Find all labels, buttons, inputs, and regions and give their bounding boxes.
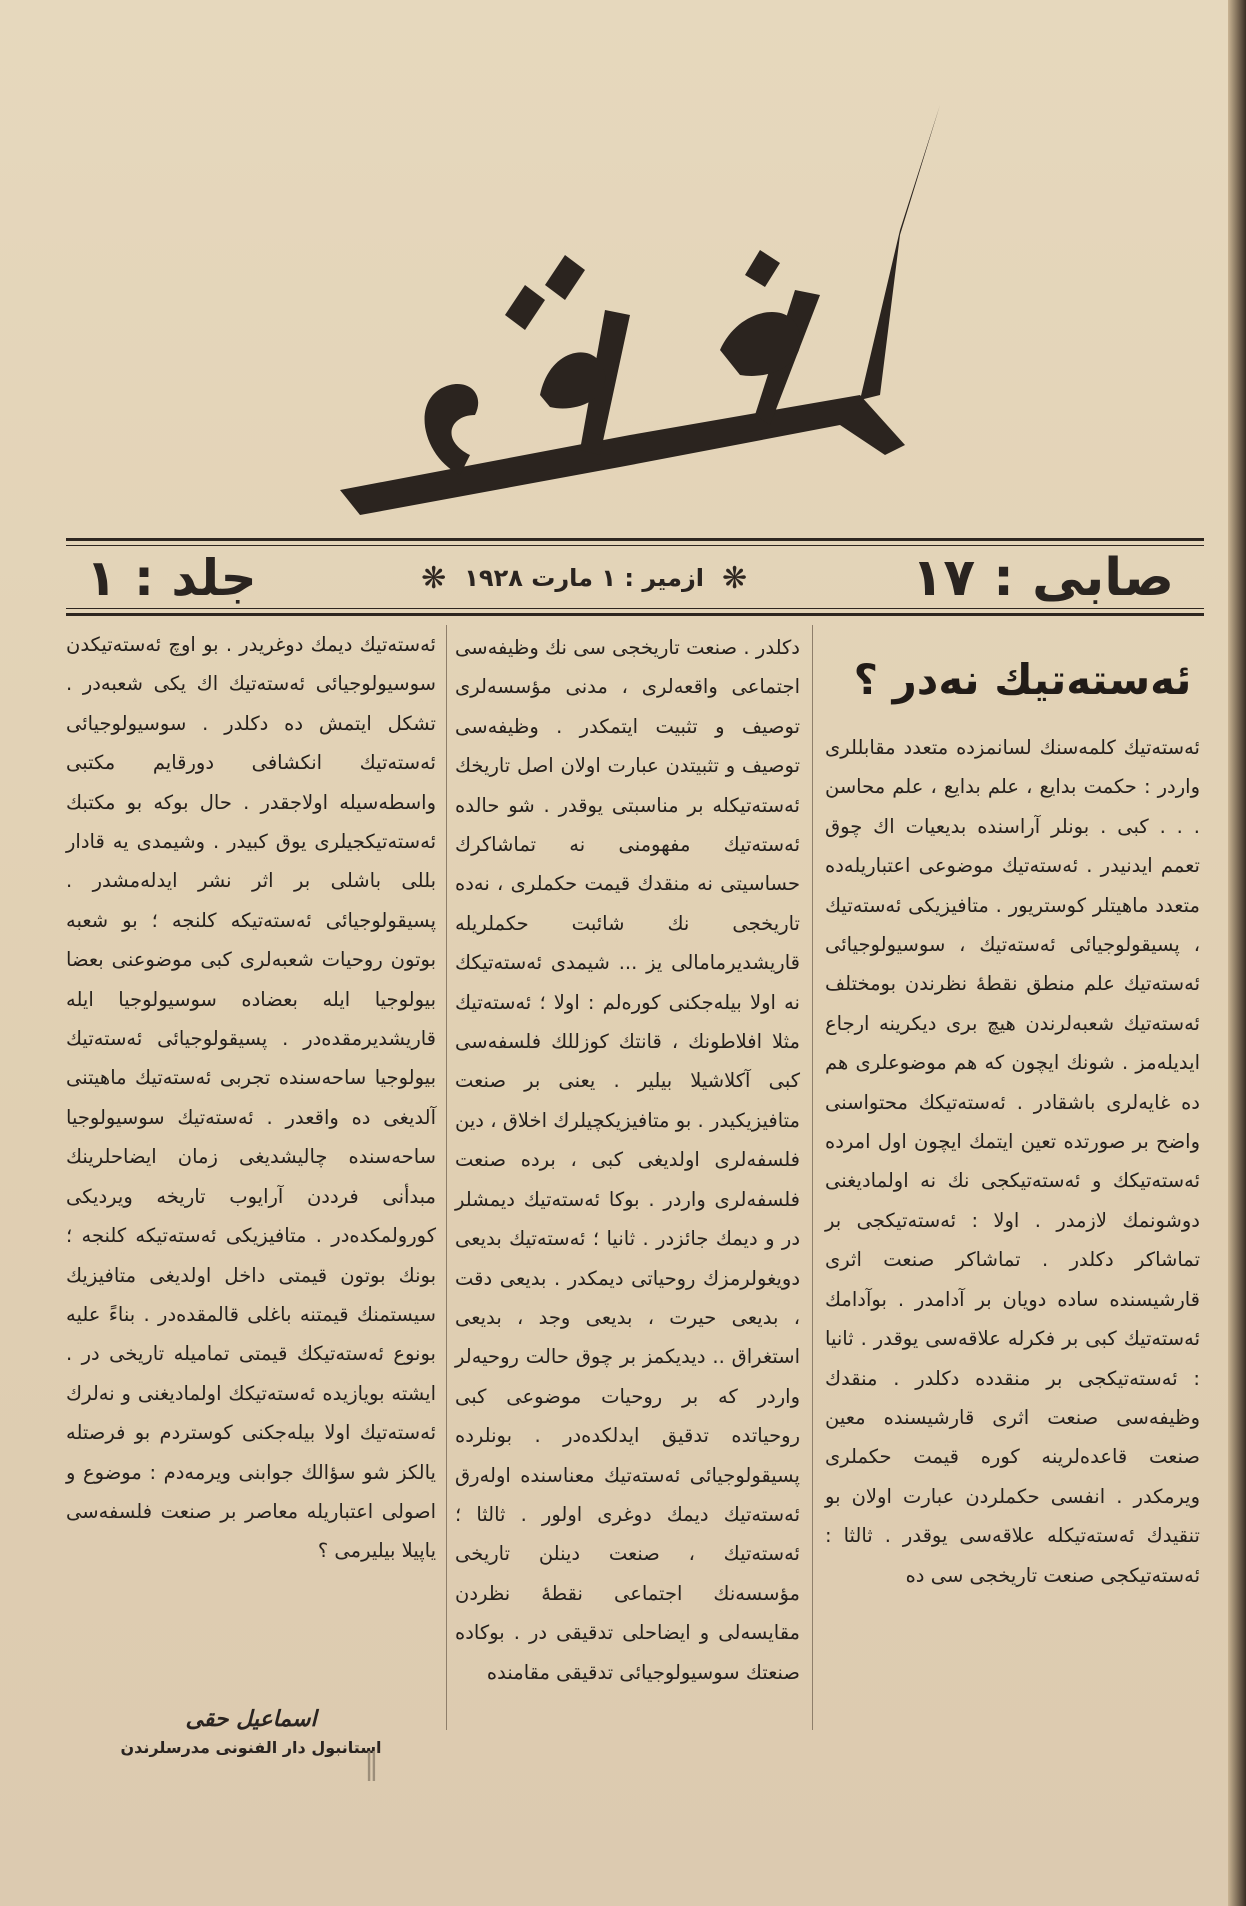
issue-date: ازمير : ١ مارت ١٩٢٨ — [464, 564, 704, 592]
article-title: ئەستەتیك نەدر ؟ — [853, 655, 1192, 704]
author-name: اسماعیل حقی — [185, 1707, 317, 1732]
issue-bar — [66, 548, 1204, 608]
signature — [66, 1707, 436, 1757]
issue-date-group — [421, 561, 747, 596]
masthead-title — [300, 245, 940, 256]
article-column-middle — [455, 628, 800, 1692]
issue-number: صابى : ١٧ — [911, 548, 1174, 608]
pen-mark: ‖ — [364, 1747, 379, 1782]
header-rule-top-thin — [66, 545, 1204, 546]
ornament-icon: ❋ — [421, 560, 447, 596]
header-rule-bottom-thin — [66, 608, 1204, 609]
ornament-icon: ❋ — [721, 560, 748, 596]
column-text: ئەستەتیك دیمك دوغریدر . بو اوچ ئەستەتیكدن سوسیولوجیائی ئەستەتیك اك یكی شعبەدر . تشكل ایتمش دە دكلدر . سوسیولوجیائی ئەستەتیك انكشافی دورقایم مكتبی واسطەسیلە اولاجقدر . حال بوكە بو مكتبك ئەستەتیكجیلری یوق كبیدر . وشیمدی یە قادار بللی باشلی بر اثر نشر ایدلەمشدر . پسیقولوجیائی ئەستەتیكە كلنجە ؛ بو شعبە بوتون روحیات شعبەلری كبی موضوعنی بعضا بیولوجیا ایلە بعضادە سوسیولوجیا ایلە قاریشدیرمقدەدر . پسیقولوجیائی ئەستەتیك بیولوجیا ساحەسندە تجربی ئەستەتیك ماهیتنی آلدیغی دە واقعدر . ئەستەتیك سوسیولوجیا ساحەسندە چالیشدیغی زمان ایضاحلرینك مبدأنی فرددن آرایوب تاریخە ویردیكی كورولمكدەدر . متافیزیكی ئەستەتیكە كلنجە ؛ بونك بوتون قیمتی داخل اولدیغی متافیزیك سیستمنك قیمتنە باغلی قالمقدەدر . بناءً علیە بونوع ئەستەتیكك قیمتی تمامیلە تاریخی در . ایشتە بویازیدە ئەستەتیكك اولمادیغنی و نەلرك ئەستەتیك اولا بیلەجكنی كوستردم بو فرصتلە یالكز شو سؤالك جوابنی ویرمەدم : موضوع و اصولی اعتباریلە معاصر بر صنعت فلسفەسی یاپیلا بیلیرمی ؟ — [66, 633, 436, 1563]
column-divider — [812, 625, 813, 1730]
header-rule-bottom — [66, 613, 1204, 616]
masthead-logo — [300, 95, 940, 515]
author-affiliation: استانبول دار الفنونی مدرسلرندن — [120, 1738, 382, 1757]
article-column-left — [66, 625, 436, 1571]
article-column-right — [825, 728, 1200, 1595]
column-text: ئەستەتیك كلمەسنك لسانمزدە متعدد مقابللری واردر : حكمت بدایع ، علم بدایع ، علم محاسن . . . كبی . بونلر آراسندە بدیعیات اك چوق تعمم ایدنیدر . ئەستەتیك موضوعی اعتباریلەدە متعدد ماهیتلر كوستریور . متافیزیكی ئەستەتیك ، پسیقولوجیائی ئەستەتیك ، سوسیولوجیائی ئەستەتیك علم منطق نقطۀ نظرندن بومختلف ئەستەتیك شعبەلرندن هیچ بری دیكرینە ارجاع ایدیلەمز . شونك ایچون كە هم موضوعلری هم دە غایەلری باشقادر . ئەستەتیكك محتواسنی واضح بر صورتدە تعین ایتمك ایچون اول امردە ئەستەتیكك و ئەستەتیكجی نك نە اولمادیغنی دوشونمك لازمدر . اولا : ئەستەتیكجی بر تماشاكر دكلدر . تماشاكر صنعت اثری قارشیسندە سادە دویان بر آدامدر . بوآدامك ئەستەتیك كبی بر فكرلە علاقەسی یوقدر . ثانیا : ئەستەتیكجی بر منقددە دكلدر . منقدك وظیفەسی صنعت اثری قارشیسندە معین صنعت قاعدەلرینە كورە قیمت حكملری ویرمكدر . انفسی حكملردن عبارت اولان بو تنقیدك ئەستەتیكلە علاقەسی یوقدر . ثالثا : ئەستەتیكجی صنعت تاریخجی سی دە — [825, 736, 1200, 1587]
column-divider — [446, 625, 447, 1730]
masthead — [300, 95, 940, 515]
column-text: دكلدر . صنعت تاریخجی سی نك وظیفەسی اجتماعی واقعەلری ، مدنی مؤسسەلری توصیف و تثبیت ایتمكدر . وظیفەسی توصیف و تثبیتدن عبارت اولان اصل تاریخك ئەستەتیكلە بر مناسبتی یوقدر . شو حالدە ئەستەتیك مفهومنی نە تماشاكرك حساسیتی نە منقدك قیمت حكملری ، نەدە تاریخجی نك شائبت حكملریلە قاریشدیرمامالی یز ... شیمدی ئەستەتیكك نە اولا بیلەجكنی كورەلم : اولا ؛ ئەستەتیك مثلا افلاطونك ، قانتك كوزللك فلسفەسی كبی آكلاشیلا بیلیر . یعنی بر صنعت متافیزیكیدر . بو متافیزیكچیلرك اخلاق ، دین فلسفەلری اولدیغی كبی ، بردە صنعت فلسفەلری واردر . بوكا ئەستەتیك دیمشلر در و دیمك جائزدر . ثانیا ؛ ئەستەتیك بدیعی دویغولرمزك روحیاتی دیمكدر . بدیعی دقت ، بدیعی حیرت ، بدیعی وجد ، بدیعی استغراق .. دیدیكمز بر چوق حالت روحیەلر واردر كە بر روحیات موضوعی كبی روحیاتدە تدقیق ایدلكدەدر . بونلردە پسیقولوجیائی ئەستەتیك معناسندە اولەرق ئەستەتیك دیمك دوغری اولور . ثالثا ؛ ئەستەتیك ، صنعت دینلن تاریخی مؤسسەنك اجتماعی نقطۀ نظردن مقایسەلی و ایضاحلی تدقیقی در . بوكادە صنعتك سوسیولوجیائی تدقیقی مقامندە — [455, 636, 800, 1684]
header-rule-top — [66, 538, 1204, 541]
volume-number: جلد : ١ — [86, 549, 257, 607]
